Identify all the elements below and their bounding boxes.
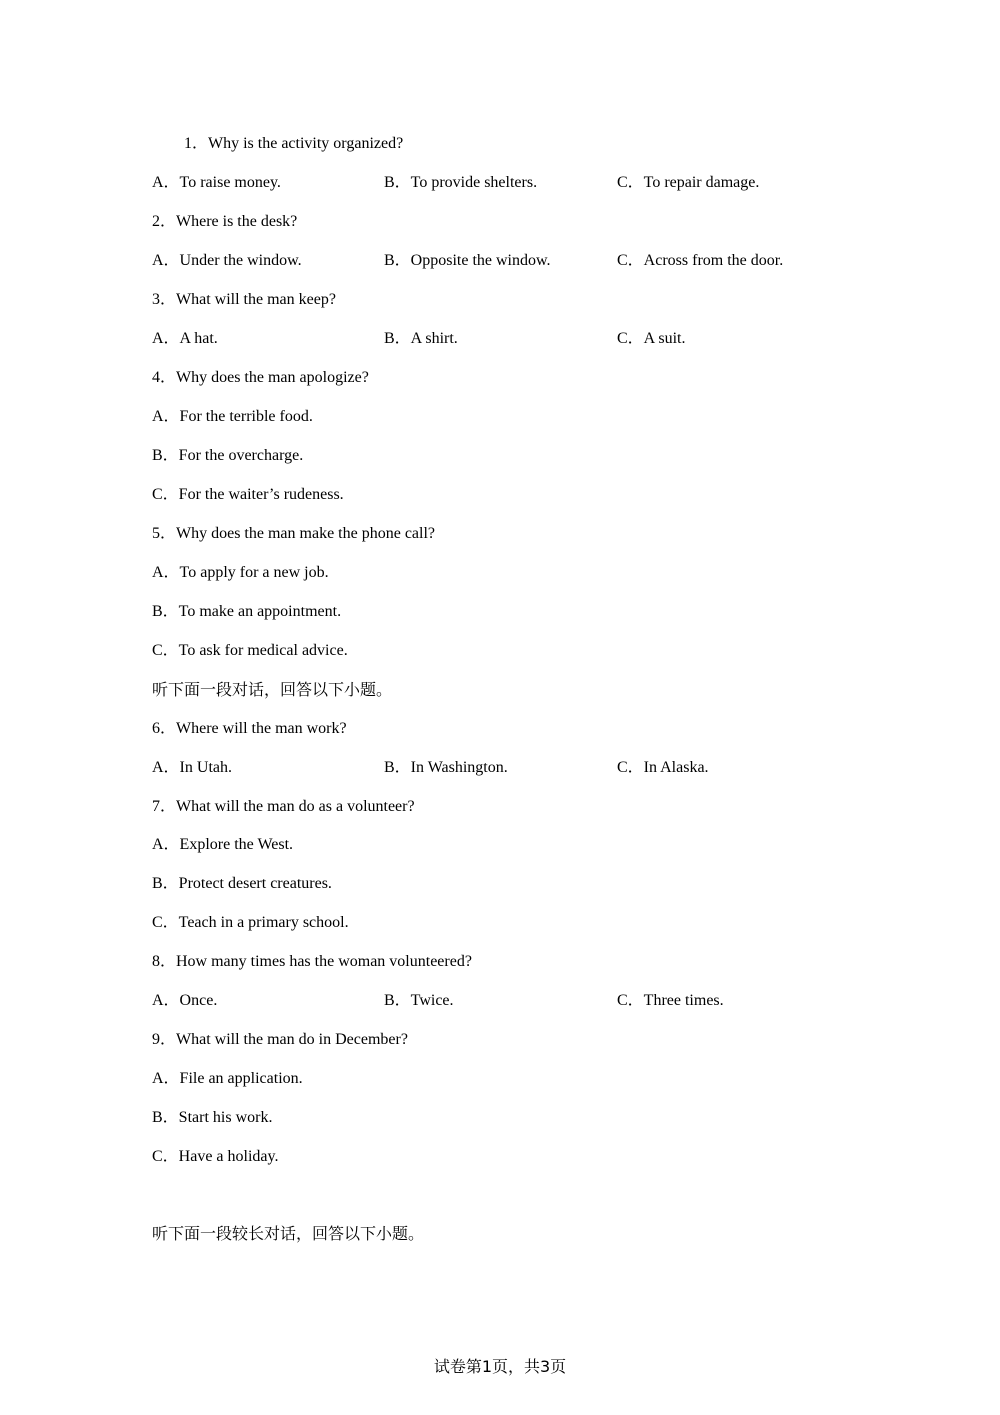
question-5-stem: 5．Why does the man make the phone call? — [152, 525, 436, 542]
question-7-option-a: A．Explore the West. — [152, 836, 294, 853]
question-3-option-c: C．A suit. — [617, 330, 686, 347]
question-1-option-a: A．To raise money. — [152, 174, 281, 191]
question-3-stem: 3．What will the man keep? — [152, 291, 336, 308]
question-6-option-c: C．In Alaska. — [617, 759, 709, 776]
question-6-option-a: A．In Utah. — [152, 759, 232, 776]
question-1-options — [152, 173, 852, 193]
question-4-option-b: B．For the overcharge. — [152, 447, 304, 464]
section-instruction-2: 听下面一段较长对话，回答以下小题。 — [152, 1224, 425, 1243]
question-9-option-b: B．Start his work. — [152, 1109, 273, 1126]
question-7-stem: 7．What will the man do as a volunteer? — [152, 798, 415, 815]
question-8-stem: 8．How many times has the woman volunteered? — [152, 953, 472, 970]
question-7-option-c: C．Teach in a primary school. — [152, 914, 349, 931]
question-7-option-b: B．Protect desert creatures. — [152, 875, 332, 892]
page-footer: 试卷第1页，共3页 — [433, 1357, 567, 1376]
question-6-options — [152, 758, 852, 778]
question-8-options — [152, 991, 852, 1011]
question-8-option-b: B．Twice. — [384, 992, 454, 1009]
question-3-option-b: B．A shirt. — [384, 330, 458, 347]
question-2-option-a: A．Under the window. — [152, 252, 302, 269]
question-3-option-a: A．A hat. — [152, 330, 218, 347]
question-2-option-b: B．Opposite the window. — [384, 252, 551, 269]
question-9-option-a: A．File an application. — [152, 1070, 303, 1087]
question-6-stem: 6．Where will the man work? — [152, 720, 347, 737]
question-1-option-b: B．To provide shelters. — [384, 174, 538, 191]
question-4-option-c: C．For the waiter’s rudeness. — [152, 486, 344, 503]
question-8-option-c: C．Three times. — [617, 992, 724, 1009]
question-4-stem: 4．Why does the man apologize? — [152, 369, 369, 386]
question-5-option-a: A．To apply for a new job. — [152, 564, 329, 581]
question-8-option-a: A．Once. — [152, 992, 218, 1009]
question-5-option-c: C．To ask for medical advice. — [152, 642, 348, 659]
question-9-stem: 9．What will the man do in December? — [152, 1031, 408, 1048]
question-5-option-b: B．To make an appointment. — [152, 603, 342, 620]
question-3-options — [152, 329, 852, 349]
question-1-option-c: C．To repair damage. — [617, 174, 760, 191]
section-instruction-1: 听下面一段对话，回答以下小题。 — [152, 680, 393, 699]
question-6-option-b: B．In Washington. — [384, 759, 508, 776]
question-2-option-c: C．Across from the door. — [617, 252, 784, 269]
question-9-option-c: C．Have a holiday. — [152, 1148, 279, 1165]
question-2-options — [152, 251, 852, 271]
question-2-stem: 2．Where is the desk? — [152, 213, 298, 230]
question-4-option-a: A．For the terrible food. — [152, 408, 313, 425]
question-1-stem: 1．Why is the activity organized? — [184, 135, 404, 152]
